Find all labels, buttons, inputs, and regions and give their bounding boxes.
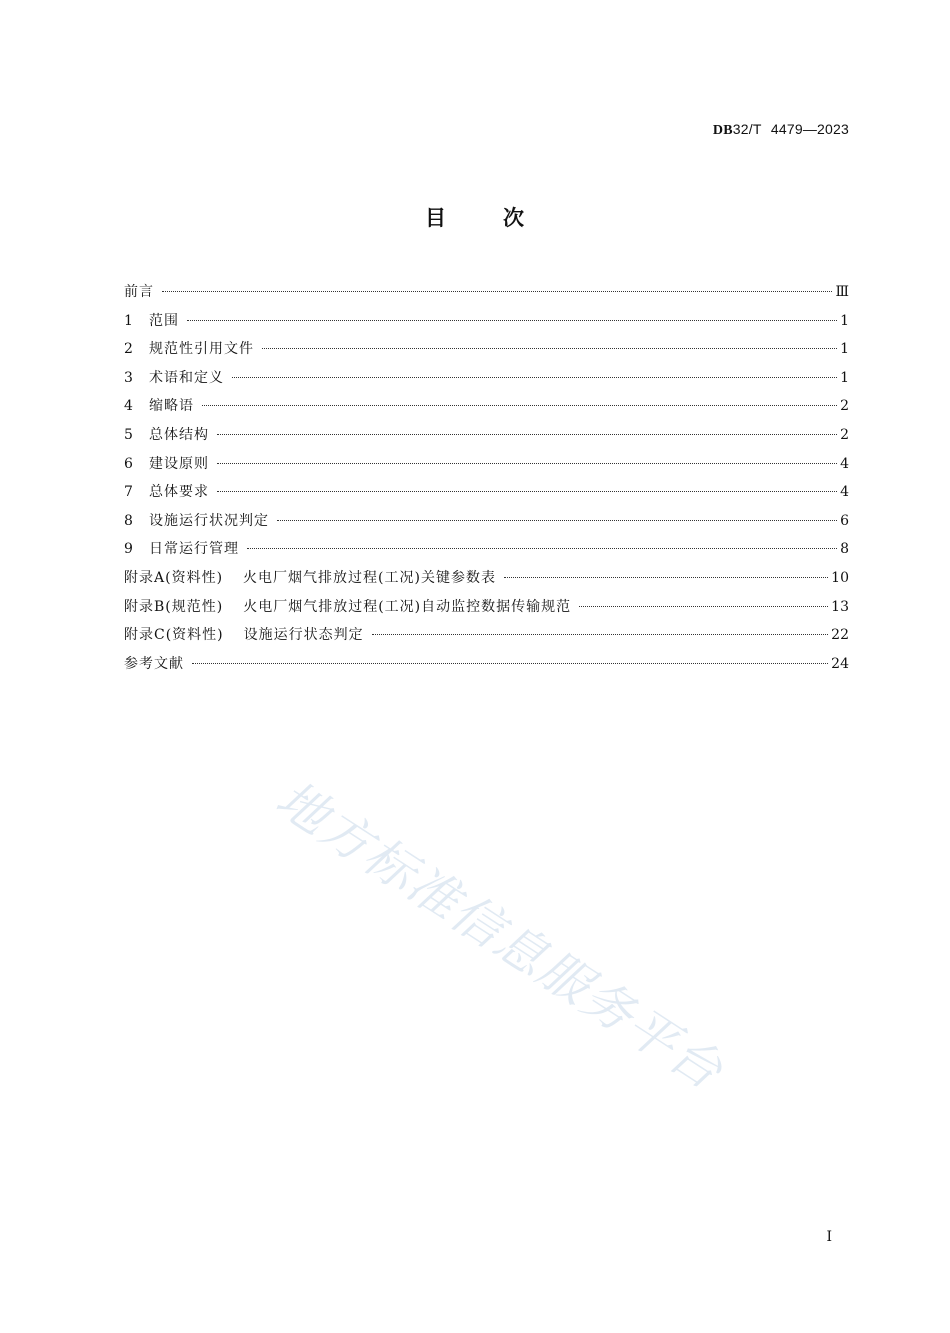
toc-entry-page: 6: [840, 512, 849, 529]
toc-entry-number: 9: [124, 541, 133, 558]
toc-entry-page: 4: [840, 455, 849, 472]
toc-dot-leader: [217, 491, 837, 492]
toc-dot-leader: [579, 606, 828, 607]
toc-entry-abbreviations[interactable]: [124, 394, 849, 423]
page-number: I: [826, 1229, 832, 1245]
toc-entry-number: 2: [124, 341, 133, 358]
toc-entry-page: Ⅲ: [835, 284, 849, 300]
toc-entry-page: 2: [840, 426, 849, 443]
toc-dot-leader: [247, 548, 837, 549]
toc-entry-subtitle: 火电厂烟气排放过程(工况)关键参数表: [243, 569, 496, 586]
toc-entry-page: 1: [840, 369, 849, 386]
toc-entry-label: 附录A(资料性): [124, 569, 224, 586]
toc-entry-label: 附录C(资料性): [124, 627, 224, 644]
toc-entry-number: 3: [124, 369, 133, 386]
document-code: [713, 121, 849, 139]
toc-entry-scope[interactable]: [124, 309, 849, 338]
toc-entry-label: 参考文献: [124, 655, 184, 672]
toc-entry-bibliography[interactable]: [124, 652, 849, 681]
toc-entry-page: 2: [840, 398, 849, 415]
toc-entry-page: 13: [831, 598, 849, 615]
toc-entry-number: 5: [124, 426, 133, 443]
toc-entry-terms-definitions[interactable]: [124, 366, 849, 395]
toc-entry-appendix-c[interactable]: [124, 623, 849, 652]
toc-dot-leader: [504, 577, 828, 578]
toc-entry-subtitle: 设施运行状态判定: [243, 627, 364, 644]
toc-dot-leader: [372, 634, 829, 635]
toc-entry-label: 前言: [124, 284, 154, 300]
toc-entry-number: 7: [124, 484, 133, 501]
toc-entry-page: 10: [831, 569, 849, 586]
toc-dot-leader: [192, 663, 828, 664]
toc-entry-subtitle: 火电厂烟气排放过程(工况)自动监控数据传输规范: [243, 598, 572, 615]
toc-entry-overall-structure[interactable]: [124, 423, 849, 452]
toc-entry-number: 6: [124, 455, 133, 472]
toc-entry-label: 总体结构: [149, 426, 209, 443]
toc-entry-page: 1: [840, 312, 849, 329]
document-code-number: 32/T: [732, 121, 762, 137]
document-code-suffix: 4479—2023: [770, 121, 849, 137]
toc-entry-normative-references[interactable]: [124, 337, 849, 366]
toc-entry-page: 24: [831, 655, 849, 672]
toc-entry-label: 附录B(规范性): [124, 598, 224, 615]
toc-entry-page: 1: [840, 341, 849, 358]
toc-dot-leader: [232, 377, 837, 378]
toc-entry-label: 范围: [149, 312, 179, 329]
toc-entry-appendix-a[interactable]: [124, 566, 849, 595]
toc-dot-leader: [262, 348, 837, 349]
toc-dot-leader: [202, 405, 837, 406]
page-title-char-1: 目: [425, 206, 447, 230]
toc-entry-page: 8: [840, 541, 849, 558]
page-title: [0, 202, 950, 232]
toc-entry-appendix-b[interactable]: [124, 595, 849, 624]
toc-entry-number: 4: [124, 398, 133, 415]
toc-dot-leader: [217, 463, 837, 464]
toc-entry-number: 1: [124, 312, 133, 329]
toc-entry-number: 8: [124, 512, 133, 529]
toc-entry-label: 术语和定义: [149, 369, 224, 386]
toc-entry-page: 4: [840, 484, 849, 501]
toc-entry-page: 22: [831, 627, 849, 644]
page-title-char-2: 次: [503, 206, 525, 230]
table-of-contents: [124, 280, 849, 680]
toc-dot-leader: [217, 434, 837, 435]
toc-entry-foreword[interactable]: [124, 280, 849, 309]
toc-dot-leader: [277, 520, 837, 521]
toc-entry-facility-status[interactable]: [124, 509, 849, 538]
toc-dot-leader: [187, 320, 837, 321]
toc-entry-label: 规范性引用文件: [149, 341, 254, 358]
document-code-prefix: DB: [712, 123, 733, 138]
toc-entry-label: 日常运行管理: [149, 541, 239, 558]
toc-entry-label: 缩略语: [149, 398, 194, 415]
toc-entry-label: 建设原则: [149, 455, 209, 472]
toc-entry-label: 设施运行状况判定: [149, 512, 269, 529]
toc-entry-general-requirements[interactable]: [124, 480, 849, 509]
watermark-text: 地方标准信息服务平台: [265, 769, 734, 1102]
toc-entry-label: 总体要求: [149, 484, 209, 501]
toc-entry-construction-principles[interactable]: [124, 452, 849, 481]
toc-entry-daily-operation[interactable]: [124, 537, 849, 566]
toc-dot-leader: [162, 291, 832, 292]
